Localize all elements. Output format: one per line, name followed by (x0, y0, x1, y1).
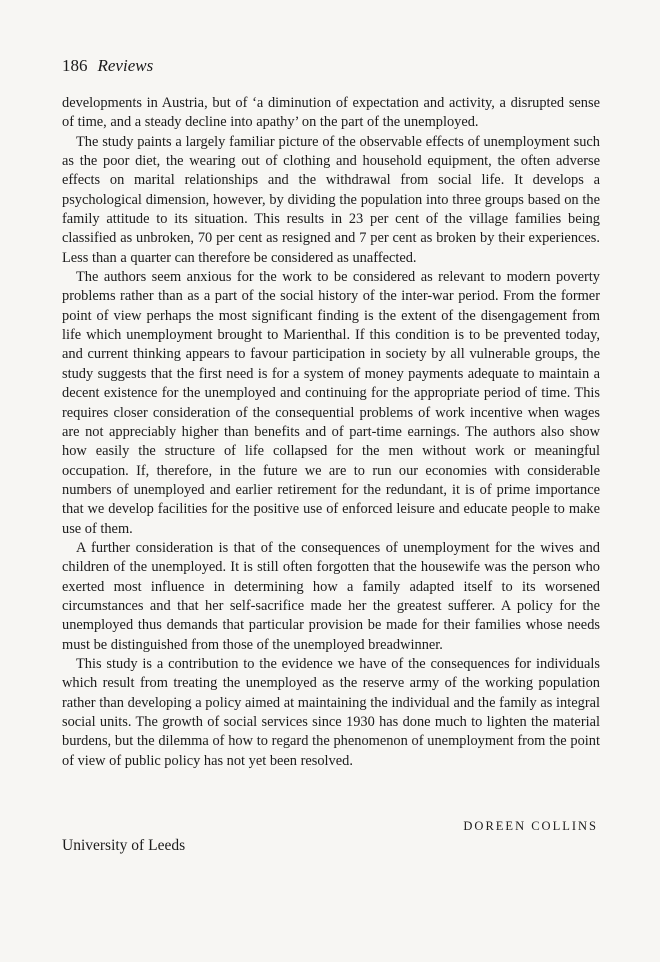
paragraph: The authors seem anxious for the work to be considered as relevant to modern poverty problems rather than as a part of the social history of the inter-war period. From the former point of view perhaps the most significant finding is the extent of the disengagement from life which unemployment brought to Marienthal. If this condition is to be prevented today, and current thinking appears to favour participation in society by all vulnerable groups, the study suggests that the first need is for a system of money payments adequate to maintain a decent existence for the unemployed and continuing for the appropriate period of time. This requires closer consideration of the consequential problems of work incentive when wages are not appreciably higher than benefits and of part-time earnings. The authors also show how easily the structure of life collapsed for the men without work or meaningful occupation. If, therefore, in the future we are to run our economies with considerable numbers of unemployed and earlier retirement for the redundant, it is of prime importance that we develop facilities for the positive use of enforced leisure and educate people to make use of them. (62, 269, 600, 537)
paragraph: This study is a contribution to the evidence we have of the consequences for individuals which result from treating the unemployed as the reserve army of the working population rather than developing a policy aimed at maintaining the individual and the family as integral social units. The growth of social services since 1930 has done much to lighten the material burdens, but the dilemma of how to regard the phenomenon of unemployment from the point of view of public policy has not yet been resolved. (62, 655, 600, 769)
page-number: 186 (62, 56, 88, 75)
paragraph: developments in Austria, but of ‘a diminution of expectation and activity, a disrupted sense of time, and a steady decline into apathy’ on the part of the unemployed. (62, 95, 600, 131)
review-body (62, 94, 600, 771)
section-title: Reviews (97, 56, 154, 75)
running-header (62, 56, 153, 76)
author-affiliation: University of Leeds (62, 837, 186, 854)
author-signature: DOREEN COLLINS (463, 819, 598, 833)
paragraph: A further consideration is that of the consequences of unemployment for the wives and children of the unemployed. It is still often forgotten that the housewife was the person who exerted most influence in determining how a family adapted itself to its worsened circumstances and that her self-sacrifice made her the greatest sufferer. A policy for the unemployed thus demands that particular provision be made for their families whose needs must be distinguished from those of the unemployed breadwinner. (62, 539, 600, 653)
paragraph: The study paints a largely familiar picture of the observable effects of unemployment such as the poor diet, the wearing out of clothing and household equipment, the often adverse effects on marital relationships and the withdrawal from social life. It develops a psychological dimension, however, by dividing the population into three groups based on the family attitude to its situation. This results in 23 per cent of the village families being classified as unbroken, 70 per cent as resigned and 7 per cent as broken by their experiences. Less than a quarter can therefore be considered as unaffected. (62, 133, 600, 266)
